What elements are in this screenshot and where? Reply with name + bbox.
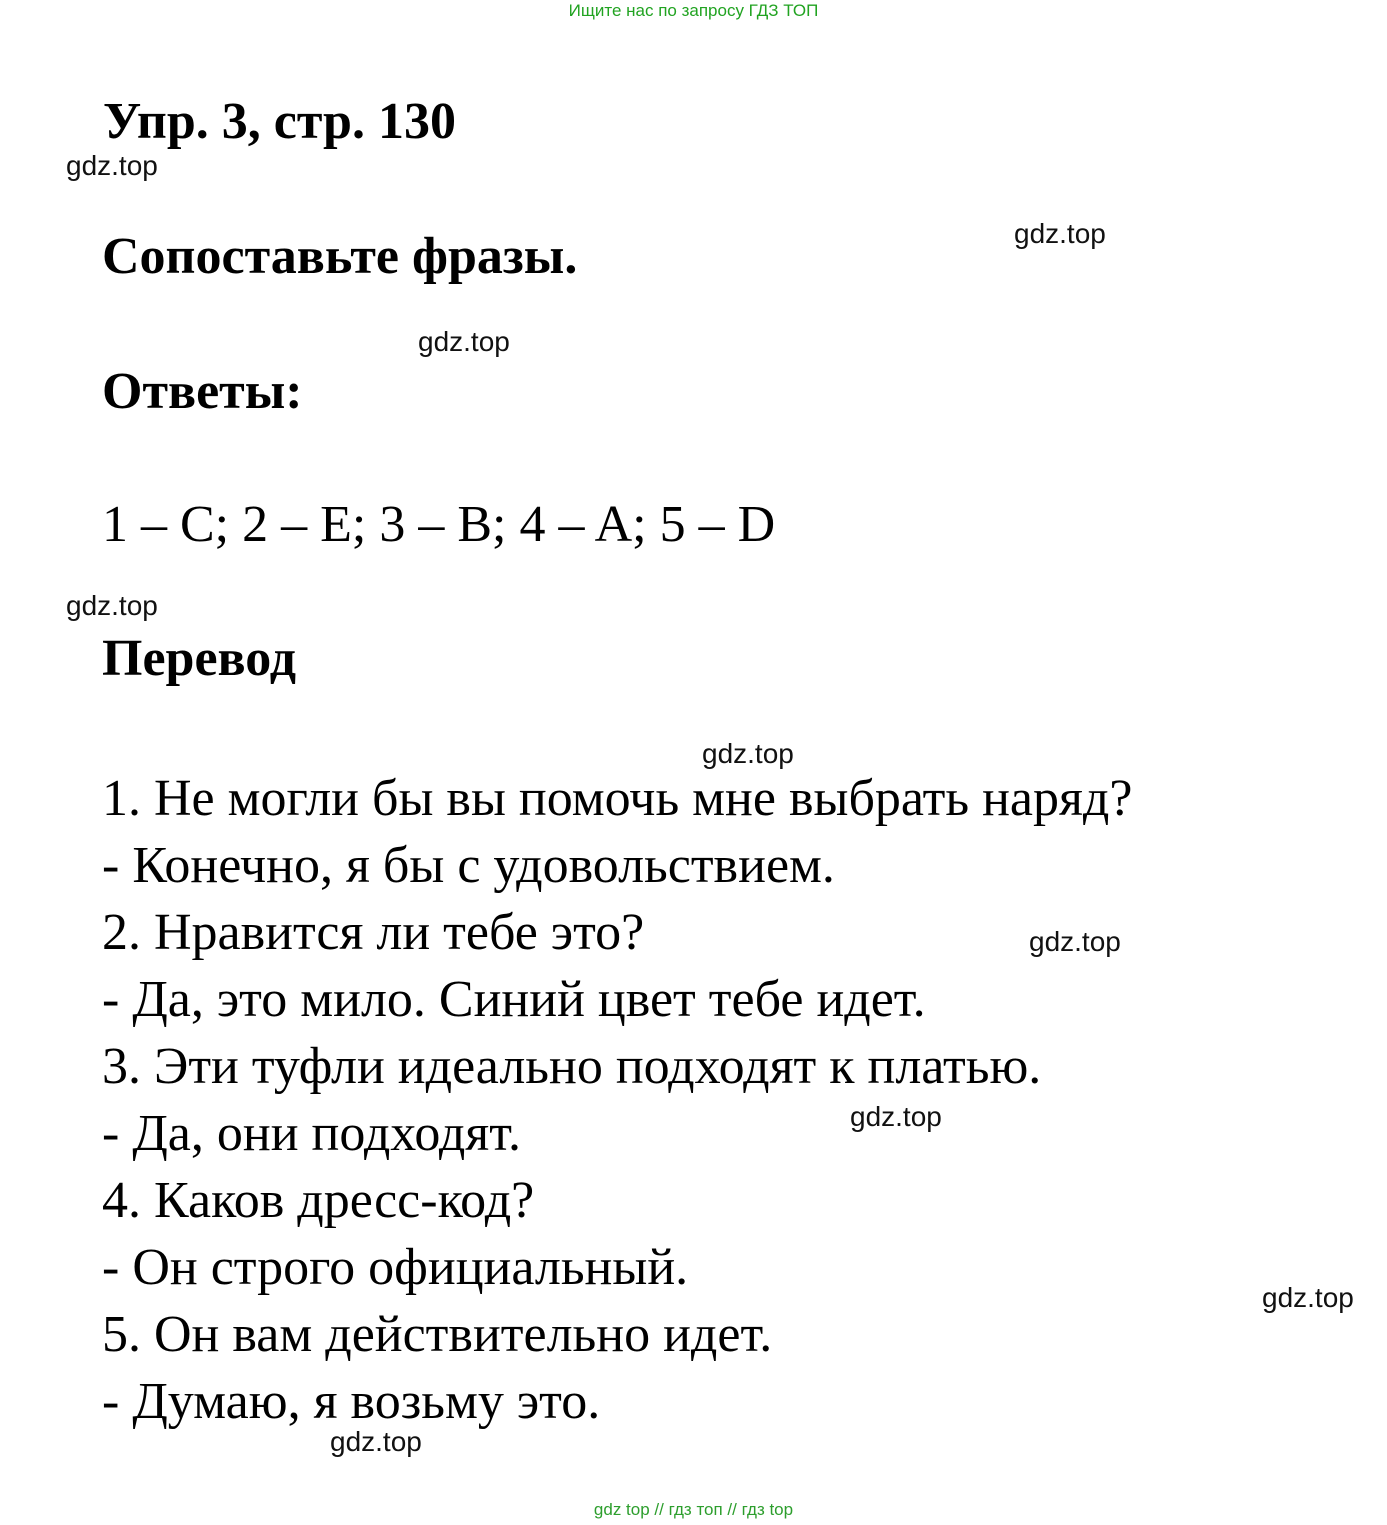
translation-line: 2. Нравится ли тебе это? xyxy=(102,904,645,961)
translation-heading: Перевод xyxy=(102,630,297,687)
watermark: gdz.top xyxy=(66,150,158,181)
answers-heading: Ответы: xyxy=(102,363,303,420)
translation-line: - Да, они подходят. xyxy=(102,1105,522,1162)
translation-lines xyxy=(102,765,1132,1435)
watermark: gdz.top xyxy=(850,1101,942,1132)
watermark: gdz.top xyxy=(1262,1282,1354,1313)
answers-line: 1 – C; 2 – E; 3 – B; 4 – A; 5 – D xyxy=(102,496,776,553)
watermark: gdz.top xyxy=(702,738,794,769)
translation-line: - Конечно, я бы с удовольствием. xyxy=(102,837,835,894)
translation-line: - Думаю, я возьму это. xyxy=(102,1373,601,1430)
watermark: gdz.top xyxy=(330,1426,422,1457)
top-banner: Ищите нас по запросу ГДЗ ТОП xyxy=(568,1,819,20)
translation-line: 4. Каков дресс-код? xyxy=(102,1172,535,1229)
watermark: gdz.top xyxy=(1014,218,1106,249)
translation-line: 1. Не могли бы вы помочь мне выбрать наряд? xyxy=(102,770,1133,827)
watermark: gdz.top xyxy=(66,590,158,621)
translation-line: - Он строго официальный. xyxy=(102,1239,689,1296)
watermark: gdz.top xyxy=(1029,926,1121,957)
task-heading: Сопоставьте фразы. xyxy=(102,228,578,285)
bottom-banner: gdz top // гдз топ // гдз top xyxy=(593,1500,794,1519)
watermark: gdz.top xyxy=(418,326,510,357)
translation-line: 3. Эти туфли идеально подходят к платью. xyxy=(102,1038,1042,1095)
translation-line: 5. Он вам действительно идет. xyxy=(102,1306,773,1363)
translation-line: - Да, это мило. Синий цвет тебе идет. xyxy=(102,971,926,1028)
page-title: Упр. 3, стр. 130 xyxy=(103,93,456,150)
